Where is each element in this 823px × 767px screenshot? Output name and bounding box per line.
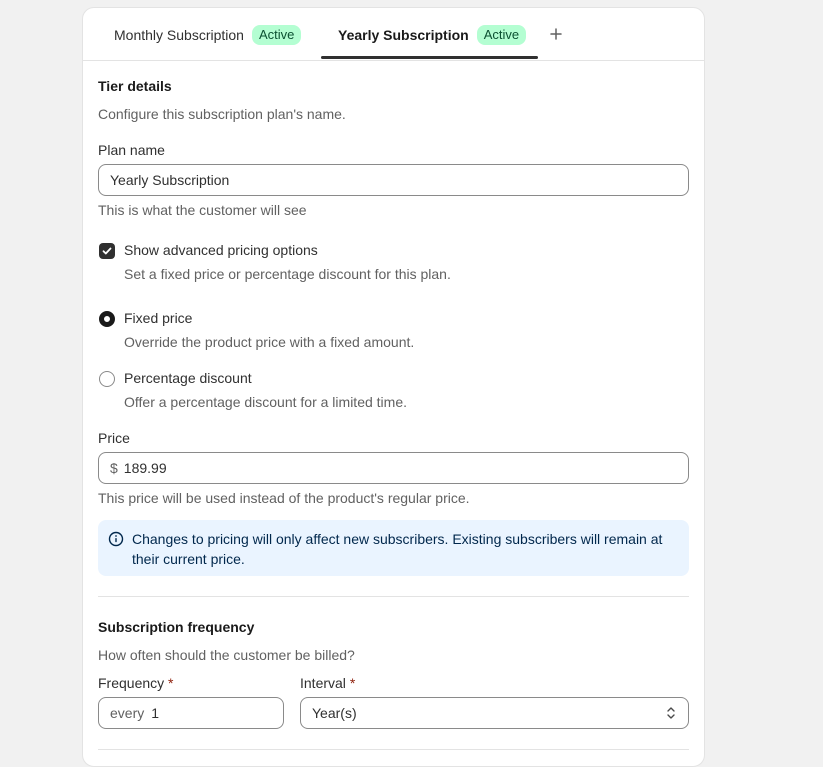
tier-details-description: Configure this subscription plan's name. bbox=[98, 106, 346, 122]
advanced-pricing-help: Set a fixed price or percentage discount for this plan. bbox=[124, 266, 451, 282]
plus-icon bbox=[550, 28, 562, 40]
plan-name-label: Plan name bbox=[98, 142, 165, 158]
frequency-label bbox=[98, 675, 174, 691]
interval-label bbox=[300, 675, 355, 691]
plan-name-input[interactable] bbox=[98, 164, 689, 196]
checkmark-icon bbox=[101, 245, 113, 257]
add-tab-button[interactable] bbox=[545, 23, 567, 45]
tab-label: Monthly Subscription bbox=[114, 26, 244, 43]
info-icon bbox=[108, 531, 124, 547]
tab-monthly-subscription[interactable] bbox=[114, 8, 301, 61]
active-tab-indicator bbox=[321, 56, 538, 59]
subscription-card bbox=[82, 7, 705, 767]
frequency-input[interactable] bbox=[98, 697, 284, 729]
fixed-price-help: Override the product price with a fixed amount. bbox=[124, 334, 415, 350]
price-help: This price will be used instead of the product's regular price. bbox=[98, 490, 470, 506]
fixed-price-radio[interactable] bbox=[99, 311, 115, 327]
price-input[interactable] bbox=[98, 452, 689, 484]
tab-bar bbox=[83, 8, 704, 61]
advanced-pricing-checkbox[interactable] bbox=[99, 243, 115, 259]
percentage-discount-help: Offer a percentage discount for a limited time. bbox=[124, 394, 407, 410]
tab-yearly-subscription[interactable] bbox=[338, 8, 526, 61]
advanced-pricing-label[interactable]: Show advanced pricing options bbox=[124, 242, 318, 258]
info-banner bbox=[98, 520, 689, 576]
frequency-description: How often should the customer be billed? bbox=[98, 647, 355, 663]
tab-label: Yearly Subscription bbox=[338, 26, 469, 43]
interval-value: Year(s) bbox=[312, 705, 357, 721]
frequency-prefix: every bbox=[110, 705, 145, 721]
currency-prefix: $ bbox=[110, 460, 118, 476]
tier-details-heading: Tier details bbox=[98, 78, 172, 94]
info-banner-text: Changes to pricing will only affect new subscribers. Existing subscribers will remain at their current price. bbox=[132, 531, 663, 567]
frequency-value: 1 bbox=[151, 705, 160, 721]
required-mark: * bbox=[168, 675, 174, 691]
plan-name-help: This is what the customer will see bbox=[98, 202, 307, 218]
status-badge: Active bbox=[477, 25, 526, 45]
select-chevron-icon bbox=[665, 705, 677, 721]
required-mark: * bbox=[349, 675, 356, 691]
interval-label-text: Interval bbox=[300, 675, 346, 691]
interval-select[interactable] bbox=[300, 697, 689, 729]
section-divider bbox=[98, 749, 689, 750]
price-value: 189.99 bbox=[123, 460, 167, 476]
frequency-label-text: Frequency bbox=[98, 675, 165, 691]
frequency-heading: Subscription frequency bbox=[98, 619, 255, 635]
status-badge: Active bbox=[252, 25, 301, 45]
price-label: Price bbox=[98, 430, 130, 446]
fixed-price-label[interactable]: Fixed price bbox=[124, 310, 193, 326]
plan-name-value: Yearly Subscription bbox=[110, 172, 230, 188]
percentage-discount-radio[interactable] bbox=[99, 371, 115, 387]
percentage-discount-label[interactable]: Percentage discount bbox=[124, 370, 252, 386]
section-divider bbox=[98, 596, 689, 597]
